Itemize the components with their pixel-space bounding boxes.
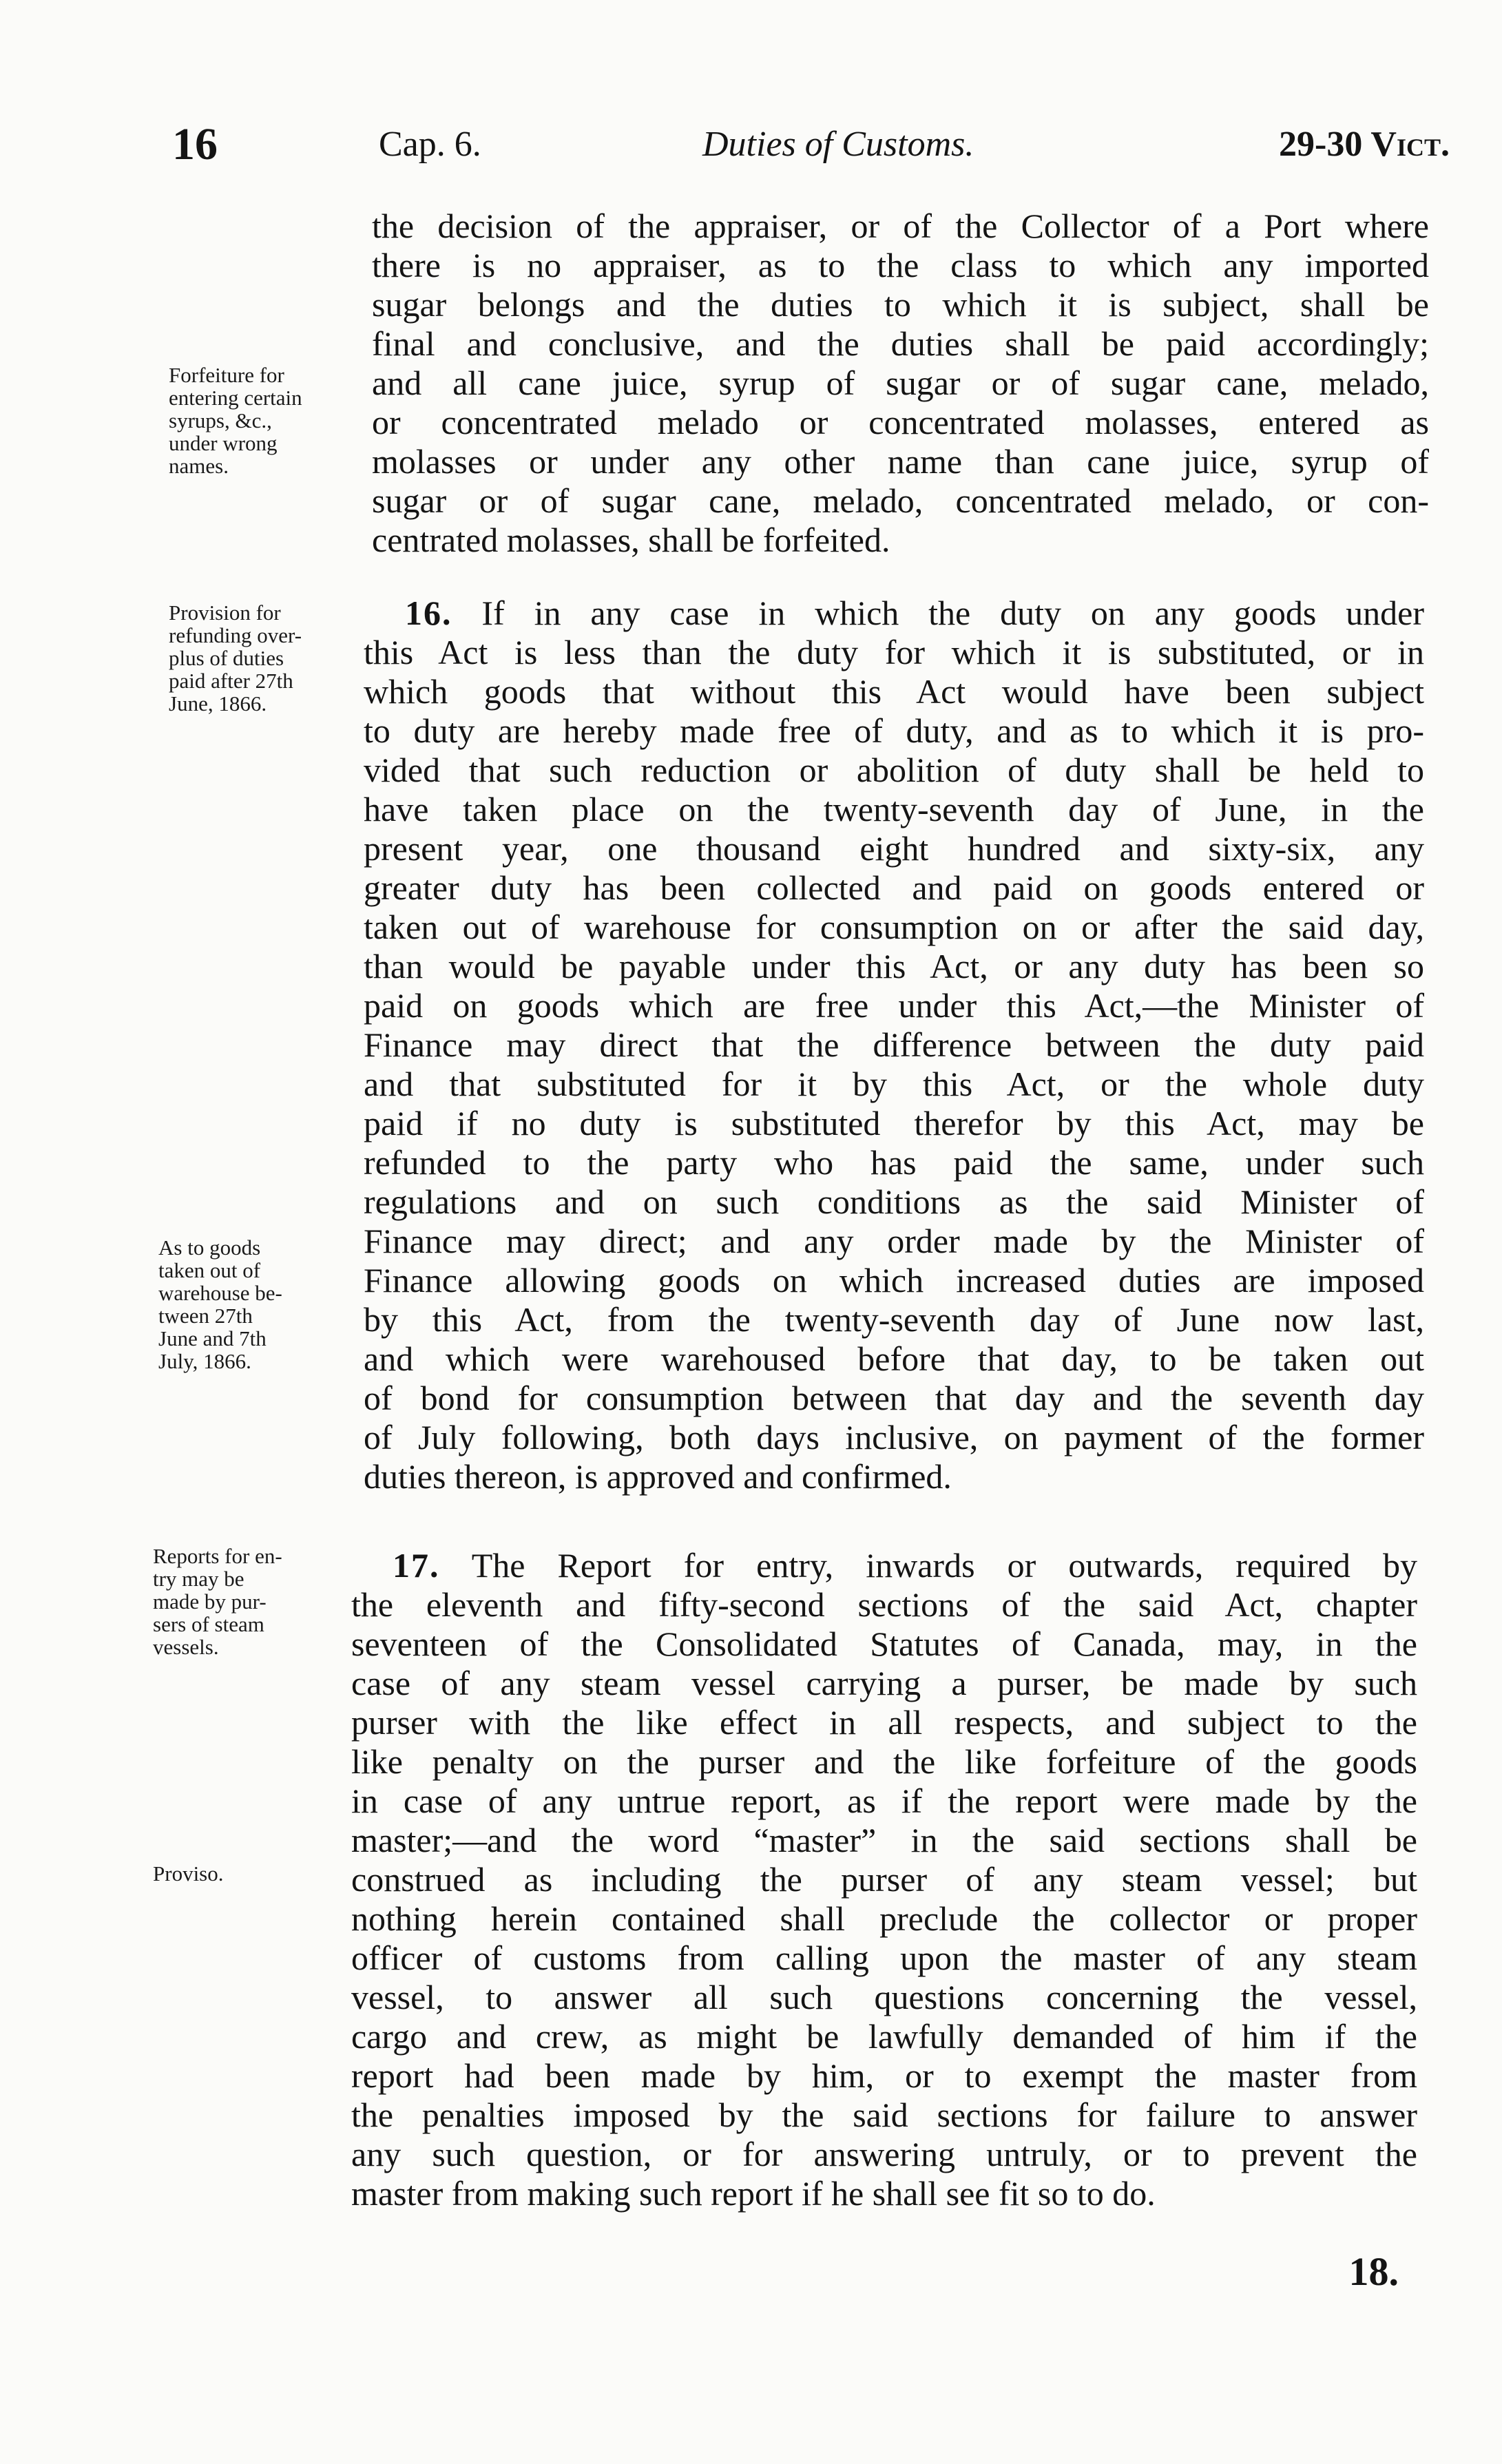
text-line: duties thereon, is approved and confirmed. <box>364 1457 952 1496</box>
text-line: vided that such reduction or abolition of duty shall be held to <box>364 751 1424 789</box>
page-number: 16 <box>172 119 218 169</box>
sidenote-warehouse-goods <box>158 1236 334 1372</box>
text-line: Finance may direct that the difference between the duty paid <box>364 1025 1424 1064</box>
text-line: by this Act, from the twenty-seventh day of June now last, <box>364 1300 1424 1339</box>
text-line: have taken place on the twenty-seventh day of June, in the <box>364 790 1424 828</box>
sidenote-line: syrups, &c., <box>169 408 272 432</box>
text-line: case of any steam vessel carrying a purser, be made by such <box>351 1664 1417 1702</box>
text-line: refunded to the party who has paid the same, under such <box>364 1143 1424 1182</box>
text-line: master from making such report if he shall see fit so to do. <box>351 2174 1156 2213</box>
sidenote-line: refunding over- <box>169 623 302 647</box>
text-line: master;—and the word “master” in the said sections shall be <box>351 1821 1417 1859</box>
text-line: taken out of warehouse for consumption on or after the said day, <box>364 908 1424 946</box>
sidenote-forfeiture <box>169 364 344 477</box>
text-line: which goods that without this Act would have been subject <box>364 672 1424 711</box>
sidenote-line: As to goods <box>158 1235 261 1260</box>
text-line: this Act is less than the duty for which it is substituted, or in <box>364 633 1424 671</box>
text-line: construed as including the purser of any steam vessel; but <box>351 1860 1417 1899</box>
text-line: in case of any untrue report, as if the report were made by the <box>351 1782 1417 1820</box>
text-line: the penalties imposed by the said sections for failure to answer <box>351 2096 1417 2134</box>
catchword: 18. <box>1348 2249 1399 2294</box>
text-fragment: If in any case in which the duty on any goods under <box>481 594 1424 632</box>
text-line: any such question, or for answering untruly, or to prevent the <box>351 2135 1417 2173</box>
text-line: than would be payable under this Act, or any duty has been so <box>364 947 1424 985</box>
sidenote-line: July, 1866. <box>158 1349 251 1373</box>
sidenote-line: vessels. <box>153 1635 219 1659</box>
text-line: vessel, to answer all such questions concerning the vessel, <box>351 1978 1417 2016</box>
text-line: and which were warehoused before that day, to be taken out <box>364 1339 1424 1378</box>
text-line: Finance allowing goods on which increased duties are imposed <box>364 1261 1424 1299</box>
text-line: molasses or under any other name than cane juice, syrup of <box>372 442 1429 481</box>
text-line: seventeen of the Consolidated Statutes of Canada, may, in the <box>351 1625 1417 1663</box>
text-line: like penalty on the purser and the like forfeiture of the goods <box>351 1742 1417 1781</box>
sidenote-line: under wrong <box>169 431 278 455</box>
text-line: Finance may direct; and any order made by the Minister of <box>364 1222 1424 1260</box>
text-line: paid if no duty is substituted therefor by this Act, may be <box>364 1104 1424 1142</box>
sidenote-line: June, 1866. <box>169 691 267 716</box>
text-line: sugar belongs and the duties to which it is subject, shall be <box>372 285 1429 324</box>
text-line: paid on goods which are free under this Act,—the Minister of <box>364 986 1424 1025</box>
text-line: and all cane juice, syrup of sugar or of sugar cane, melado, <box>372 364 1429 402</box>
text-line: regulations and on such conditions as the said Minister of <box>364 1182 1424 1221</box>
text-fragment: The Report for entry, inwards or outwards, required by <box>471 1546 1417 1585</box>
sidenote-line: Proviso. <box>153 1861 224 1886</box>
text-line: the eleventh and fifty-second sections of the said Act, chapter <box>351 1585 1417 1624</box>
sidenote-refund-provision <box>169 601 344 715</box>
sidenote-line: made by pur- <box>153 1589 267 1614</box>
sidenote-line: names. <box>169 454 229 478</box>
text-line: there is no appraiser, as to the class to which any imported <box>372 246 1429 284</box>
text-line: of July following, both days inclusive, on payment of the former <box>364 1418 1424 1457</box>
sidenote-line: sers of steam <box>153 1612 264 1636</box>
text-line: cargo and crew, as might be lawfully demanded of him if the <box>351 2017 1417 2056</box>
sidenote-line: taken out of <box>158 1258 261 1282</box>
regnal-year: 29-30 Vict. <box>1279 125 1450 164</box>
text-line: or concentrated melado or concentrated molasses, entered as <box>372 403 1429 441</box>
sidenote-line: Forfeiture for <box>169 363 284 387</box>
sidenote-line: entering certain <box>169 386 302 410</box>
running-header <box>172 117 1450 179</box>
sidenote-line: Provision for <box>169 601 281 625</box>
section-number: 17. <box>393 1546 440 1585</box>
text-line: final and conclusive, and the duties shall be paid accordingly; <box>372 324 1429 363</box>
text-line: of bond for consumption between that day and the seventh day <box>364 1379 1424 1417</box>
sidenote-line: warehouse be- <box>158 1281 282 1305</box>
sidenote-pursers-reports <box>153 1545 328 1658</box>
sidenote-line: paid after 27th <box>169 669 293 693</box>
sidenote-line: try may be <box>153 1567 244 1591</box>
section-number: 16. <box>405 594 452 632</box>
section-16 <box>364 594 1424 1496</box>
sidenote-line: June and 7th <box>158 1326 267 1350</box>
text-line: nothing herein contained shall preclude the collector or proper <box>351 1899 1417 1938</box>
text-line: the decision of the appraiser, or of the Collector of a Port where <box>372 207 1429 245</box>
text-line: present year, one thousand eight hundred and sixty-six, any <box>364 829 1424 868</box>
text-line: report had been made by him, or to exempt the master from <box>351 2056 1417 2095</box>
page-title: Duties of Customs. <box>702 125 974 164</box>
sidenote-line: plus of duties <box>169 646 284 670</box>
section-17-first-line <box>351 1546 1417 1585</box>
text-line: and that substituted for it by this Act, or the whole duty <box>364 1065 1424 1103</box>
section-16-first-line <box>364 594 1424 633</box>
text-line: to duty are hereby made free of duty, and as to which it is pro- <box>364 711 1424 750</box>
section-17 <box>351 1546 1417 2213</box>
text-line: sugar or of sugar cane, melado, concentrated melado, or con- <box>372 481 1429 520</box>
sidenote-line: tween 27th <box>158 1304 253 1328</box>
text-line: greater duty has been collected and paid on goods entered or <box>364 868 1424 907</box>
text-line: purser with the like effect in all respects, and subject to the <box>351 1703 1417 1742</box>
text-line: officer of customs from calling upon the master of any steam <box>351 1939 1417 1977</box>
sidenote-proviso <box>153 1862 328 1885</box>
chapter-label: Cap. 6. <box>379 125 481 164</box>
sidenote-line: Reports for en- <box>153 1544 282 1568</box>
continuation-paragraph <box>372 207 1429 560</box>
text-line: centrated molasses, shall be forfeited. <box>372 521 890 559</box>
